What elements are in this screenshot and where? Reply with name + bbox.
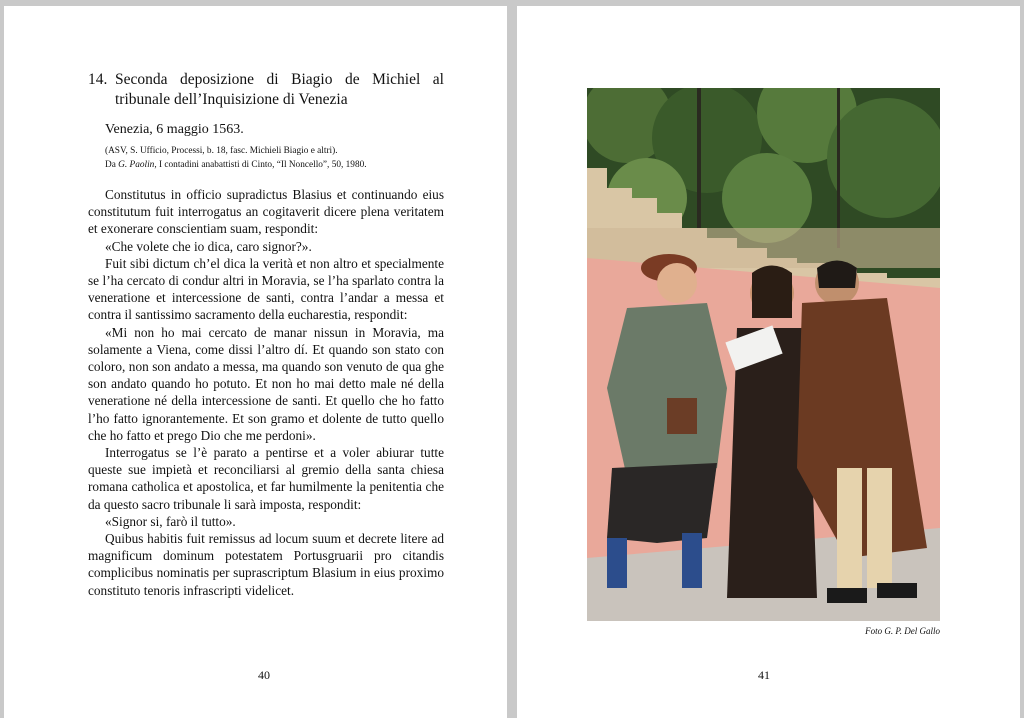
paragraph: Constitutus in officio supradictus Blasius et continuando eius constitutum fuit interrogatus an cogitaverit dicere plena veritatem et exonerare conscientiam suam, respondit:: [88, 187, 444, 237]
source-reference: [105, 144, 367, 172]
right-page: [517, 6, 1020, 718]
photo-caption: Foto G. P. Del Gallo: [865, 626, 940, 636]
page-number: 40: [258, 668, 270, 682]
source-author: G. Paolin: [118, 160, 155, 170]
page-number: 41: [758, 668, 770, 682]
paragraph: «Che volete che io dica, caro signor?».: [105, 238, 312, 254]
body-text: [88, 186, 444, 599]
paragraph: Interrogatus se l’è parato a pentirse et a voler abiurar tutte queste sue impietà et reconciliarsi al gremio della santa chiesa romana catholica et apostolica, et far humilmente la penitentia che da questo sacro tribunale li sarà imposta, respondit:: [88, 445, 444, 512]
source-line-1: (ASV, S. Ufficio, Processi, b. 18, fasc. Michieli Biagio e altri).: [105, 146, 338, 156]
place-date: Venezia, 6 maggio 1563.: [105, 122, 244, 137]
chapter-title-line-1: Seconda deposizione di Biagio de Michiel al: [115, 71, 444, 88]
paragraph: Fuit sibi dictum ch’el dica la verità et non altro et specialmente se l’ha cercato di condur altri in Moravia, se l’ha sparlato contra la veneratione et intercessione de santi, contra l’andar a messa et contra il santissimo sacramento della eucharestia, respondit:: [88, 255, 444, 323]
chapter-title-line-2: tribunale dell’Inquisizione di Venezia: [115, 91, 348, 108]
left-page: [4, 6, 507, 718]
paragraph: Quibus habitis fuit remissus ad locum suum et decrete litere ad magnificum dominum potestatem Portusgruarii pro citandis complicibus nominatis per suprascriptum Blasium in eius proximo constituto tenoris infrascripti videlicet.: [88, 531, 444, 598]
paragraph: «Mi non ho mai cercato de manar nissun in Moravia, ma solamente a Viena, come dissi l’altro dí. Et quando son stato con coloro, non son andato a messa, ma quando son venuto de qua ghe son andato quando ho potuto. Et non ho mai detto male né della veneratione né della intercessione de santi. Et quello che ho fatto l’ho fatto ignorantemente. Et son gramo et dolente de tutto quello che ho fatto et prego Dio che me perdoni».: [88, 324, 444, 443]
source-line-2: [105, 158, 367, 172]
photo-reenactors: [587, 88, 940, 621]
paragraph: «Signor si, farò il tutto».: [105, 513, 236, 529]
chapter-number: 14.: [88, 71, 108, 88]
source-rest: , I contadini anabattisti di Cinto, “Il Noncello”, 50, 1980.: [154, 160, 367, 170]
source-prefix: Da: [105, 160, 119, 170]
photo-illustration: [587, 88, 940, 621]
chapter-title: [88, 70, 444, 110]
